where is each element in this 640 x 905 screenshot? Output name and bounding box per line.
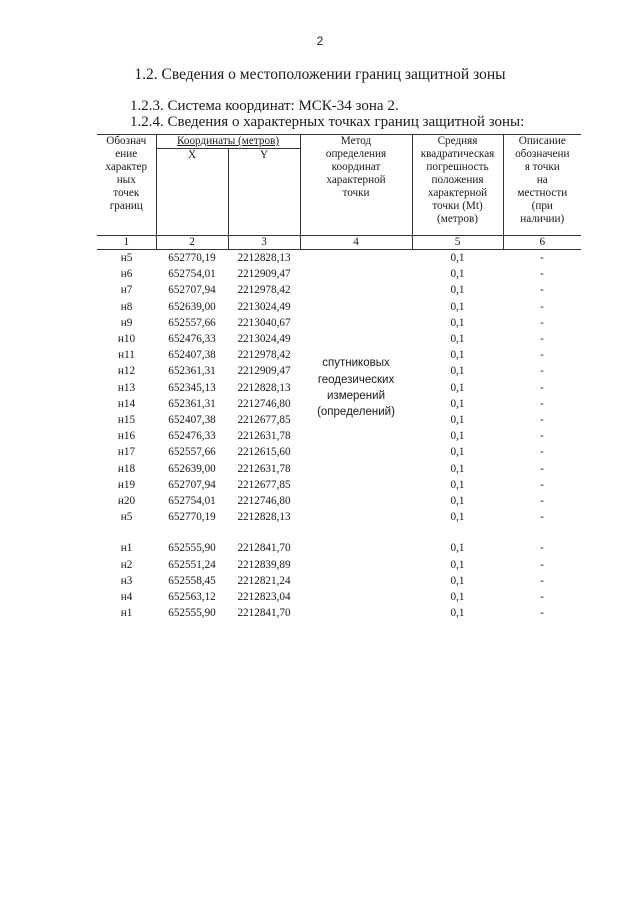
header-method-line: Метод bbox=[340, 135, 372, 147]
column-number: 5 bbox=[412, 236, 503, 250]
method-line: измерений bbox=[327, 389, 386, 402]
header-description-line: обозначени bbox=[515, 148, 570, 160]
description-value: - bbox=[540, 414, 544, 427]
coord-x: 652707,94 bbox=[168, 478, 216, 491]
coord-y: 2213040,67 bbox=[237, 316, 291, 329]
method-empty bbox=[300, 589, 412, 605]
accuracy-value: 0,1 bbox=[450, 333, 465, 346]
coordinates-table bbox=[97, 134, 581, 621]
point-name: н19 bbox=[117, 478, 136, 491]
header-description-line: Описание bbox=[518, 135, 566, 147]
point-name: н12 bbox=[117, 365, 136, 378]
coord-x: 652754,01 bbox=[168, 495, 216, 508]
coord-x: 652563,12 bbox=[168, 591, 216, 604]
method-line: геодезических bbox=[317, 373, 395, 386]
coord-x: 652551,24 bbox=[168, 558, 216, 571]
point-name: н1 bbox=[120, 542, 133, 555]
header-designation-line: точек bbox=[113, 187, 140, 199]
coord-y: 2212978,42 bbox=[237, 284, 291, 297]
accuracy-value: 0,1 bbox=[450, 268, 465, 281]
header-designation bbox=[97, 135, 156, 236]
header-description-line: наличии) bbox=[520, 213, 565, 225]
method-line: (определений) bbox=[317, 405, 395, 418]
section-heading: 1.2. Сведения о местоположении границ защитной зоны bbox=[134, 66, 506, 83]
description-value: - bbox=[540, 495, 544, 508]
coord-x: 652558,45 bbox=[168, 574, 216, 587]
column-numbers-row bbox=[97, 236, 581, 250]
point-name: н1 bbox=[120, 607, 133, 620]
table-row bbox=[97, 573, 581, 589]
description-value: - bbox=[540, 511, 544, 524]
description-value: - bbox=[540, 268, 544, 281]
accuracy-value: 0,1 bbox=[450, 316, 465, 329]
coord-y: 2212823,04 bbox=[237, 591, 291, 604]
header-x: X bbox=[156, 149, 228, 236]
header-accuracy-line: квадратическая bbox=[420, 148, 495, 160]
method-empty bbox=[300, 573, 412, 589]
coord-x: 652555,90 bbox=[168, 607, 216, 620]
coord-y: 2212631,78 bbox=[237, 430, 291, 443]
description-value: - bbox=[540, 591, 544, 604]
point-name: н16 bbox=[117, 430, 136, 443]
header-accuracy-line: Средняя bbox=[437, 135, 478, 147]
header-description-line: (при bbox=[531, 200, 553, 212]
description-value: - bbox=[540, 558, 544, 571]
point-name: н8 bbox=[120, 300, 133, 313]
table-row bbox=[97, 250, 581, 267]
column-number: 2 bbox=[156, 236, 228, 250]
header-designation-line: характер bbox=[105, 161, 148, 173]
coordinate-system-line: 1.2.3. Система координат: МСК-34 зона 2. bbox=[130, 98, 399, 114]
header-description bbox=[503, 135, 581, 236]
column-number: 6 bbox=[503, 236, 581, 250]
coord-y: 2212746,80 bbox=[237, 495, 291, 508]
coord-x: 652707,94 bbox=[168, 284, 216, 297]
description-value: - bbox=[540, 430, 544, 443]
description-value: - bbox=[540, 300, 544, 313]
header-designation-line: Обознач bbox=[106, 135, 147, 147]
accuracy-value: 0,1 bbox=[450, 430, 465, 443]
column-number: 4 bbox=[300, 236, 412, 250]
coord-y: 2212677,85 bbox=[237, 414, 291, 427]
description-value: - bbox=[540, 397, 544, 410]
coord-x: 652639,00 bbox=[168, 300, 216, 313]
column-number: 1 bbox=[97, 236, 156, 250]
point-name: н2 bbox=[120, 558, 133, 571]
accuracy-value: 0,1 bbox=[450, 284, 465, 297]
coord-y: 2212677,85 bbox=[237, 478, 291, 491]
description-value: - bbox=[540, 252, 544, 264]
coord-x: 652754,01 bbox=[168, 268, 216, 281]
point-name: н6 bbox=[120, 268, 133, 281]
coord-y: 2212828,13 bbox=[237, 511, 291, 524]
coord-x: 652770,19 bbox=[168, 511, 216, 524]
table-row bbox=[97, 540, 581, 556]
header-designation-line: ных bbox=[116, 174, 136, 186]
gap-cell bbox=[228, 525, 300, 540]
header-method-line: координат bbox=[331, 161, 381, 173]
accuracy-value: 0,1 bbox=[450, 397, 465, 410]
coord-x: 652361,31 bbox=[168, 397, 216, 410]
header-method-line: определения bbox=[325, 148, 387, 160]
description-value: - bbox=[540, 542, 544, 555]
table-row bbox=[97, 557, 581, 573]
header-accuracy-line: (метров) bbox=[437, 213, 479, 225]
points-title-line: 1.2.4. Сведения о характерных точках границ защитной зоны: bbox=[130, 114, 525, 130]
coord-x: 652555,90 bbox=[168, 542, 216, 555]
accuracy-value: 0,1 bbox=[450, 542, 465, 555]
accuracy-value: 0,1 bbox=[450, 446, 465, 459]
coord-y: 2212909,47 bbox=[237, 365, 291, 378]
point-name: н7 bbox=[120, 284, 133, 297]
header-coordinates-group: Координаты (метров) bbox=[156, 135, 300, 149]
column-number: 3 bbox=[228, 236, 300, 250]
coord-x: 652639,00 bbox=[168, 462, 216, 475]
table-body bbox=[97, 250, 581, 622]
coord-x: 652476,33 bbox=[168, 333, 216, 346]
description-value: - bbox=[540, 316, 544, 329]
description-value: - bbox=[540, 381, 544, 394]
accuracy-value: 0,1 bbox=[450, 574, 465, 587]
point-name: н17 bbox=[117, 446, 136, 459]
point-name: н20 bbox=[117, 495, 136, 508]
table-row bbox=[97, 589, 581, 605]
coord-y: 2213024,49 bbox=[237, 333, 291, 346]
method-empty bbox=[300, 605, 412, 621]
accuracy-value: 0,1 bbox=[450, 478, 465, 491]
coord-x: 652407,38 bbox=[168, 349, 216, 362]
accuracy-value: 0,1 bbox=[450, 252, 465, 264]
gap-cell bbox=[97, 525, 156, 540]
header-accuracy bbox=[412, 135, 503, 236]
coord-y: 2212631,78 bbox=[237, 462, 291, 475]
header-method bbox=[300, 135, 412, 236]
accuracy-value: 0,1 bbox=[450, 495, 465, 508]
point-name: н13 bbox=[117, 381, 136, 394]
header-accuracy-line: погрешность bbox=[426, 161, 489, 173]
coord-y: 2212841,70 bbox=[237, 607, 291, 620]
header-accuracy-line: характерной bbox=[427, 187, 488, 199]
accuracy-value: 0,1 bbox=[450, 414, 465, 427]
method-empty bbox=[300, 557, 412, 573]
point-name: н11 bbox=[118, 349, 135, 362]
header-accuracy-line: точки (Mt) bbox=[432, 200, 483, 212]
coord-x: 652407,38 bbox=[168, 414, 216, 427]
point-name: н15 bbox=[117, 414, 136, 427]
coord-x: 652476,33 bbox=[168, 430, 216, 443]
coord-y: 2212821,24 bbox=[237, 574, 291, 587]
description-value: - bbox=[540, 446, 544, 459]
coord-y: 2213024,49 bbox=[237, 300, 291, 313]
coord-x: 652770,19 bbox=[168, 252, 216, 264]
coord-y: 2212978,42 bbox=[237, 349, 291, 362]
description-value: - bbox=[540, 478, 544, 491]
coord-y: 2212746,80 bbox=[237, 397, 291, 410]
coord-y: 2212839,89 bbox=[237, 558, 291, 571]
point-name: н14 bbox=[117, 397, 136, 410]
point-name: н10 bbox=[117, 333, 136, 346]
accuracy-value: 0,1 bbox=[450, 462, 465, 475]
accuracy-value: 0,1 bbox=[450, 365, 465, 378]
point-name: н5 bbox=[120, 252, 133, 264]
accuracy-value: 0,1 bbox=[450, 349, 465, 362]
header-description-line: местности bbox=[517, 187, 568, 199]
coord-x: 652557,66 bbox=[168, 316, 216, 329]
description-value: - bbox=[540, 607, 544, 620]
gap-cell bbox=[300, 525, 412, 540]
coord-y: 2212828,13 bbox=[237, 252, 291, 264]
header-method-line: точки bbox=[342, 187, 370, 199]
description-value: - bbox=[540, 365, 544, 378]
coord-x: 652361,31 bbox=[168, 365, 216, 378]
point-name: н3 bbox=[120, 574, 133, 587]
accuracy-value: 0,1 bbox=[450, 300, 465, 313]
header-accuracy-line: положения bbox=[431, 174, 484, 186]
point-name: н5 bbox=[120, 511, 133, 524]
accuracy-value: 0,1 bbox=[450, 607, 465, 620]
point-name: н4 bbox=[120, 591, 133, 604]
header-designation-line: границ bbox=[109, 200, 143, 212]
page-number: 2 bbox=[316, 34, 324, 48]
accuracy-value: 0,1 bbox=[450, 558, 465, 571]
coord-x: 652557,66 bbox=[168, 446, 216, 459]
gap-cell bbox=[156, 525, 228, 540]
method-line: спутниковых bbox=[322, 357, 390, 370]
group-gap-row bbox=[97, 525, 581, 540]
point-name: н18 bbox=[117, 462, 136, 475]
description-value: - bbox=[540, 462, 544, 475]
table-row bbox=[97, 605, 581, 621]
description-value: - bbox=[540, 284, 544, 297]
accuracy-value: 0,1 bbox=[450, 511, 465, 524]
method-cell bbox=[300, 250, 412, 526]
header-method-line: характерной bbox=[326, 174, 386, 186]
coord-y: 2212615,60 bbox=[237, 446, 291, 459]
header-description-line: я точки bbox=[524, 161, 560, 173]
gap-cell bbox=[503, 525, 581, 540]
header-y: Y bbox=[228, 149, 300, 236]
description-value: - bbox=[540, 349, 544, 362]
accuracy-value: 0,1 bbox=[450, 381, 465, 394]
coord-y: 2212828,13 bbox=[237, 381, 291, 394]
coord-y: 2212841,70 bbox=[237, 542, 291, 555]
description-value: - bbox=[540, 333, 544, 346]
coord-x: 652345,13 bbox=[168, 381, 216, 394]
header-description-line: на bbox=[536, 174, 548, 186]
coord-y: 2212909,47 bbox=[237, 268, 291, 281]
point-name: н9 bbox=[120, 316, 133, 329]
description-value: - bbox=[540, 574, 544, 587]
header-designation-line: ение bbox=[115, 148, 138, 160]
accuracy-value: 0,1 bbox=[450, 591, 465, 604]
method-empty bbox=[300, 540, 412, 556]
gap-cell bbox=[412, 525, 503, 540]
